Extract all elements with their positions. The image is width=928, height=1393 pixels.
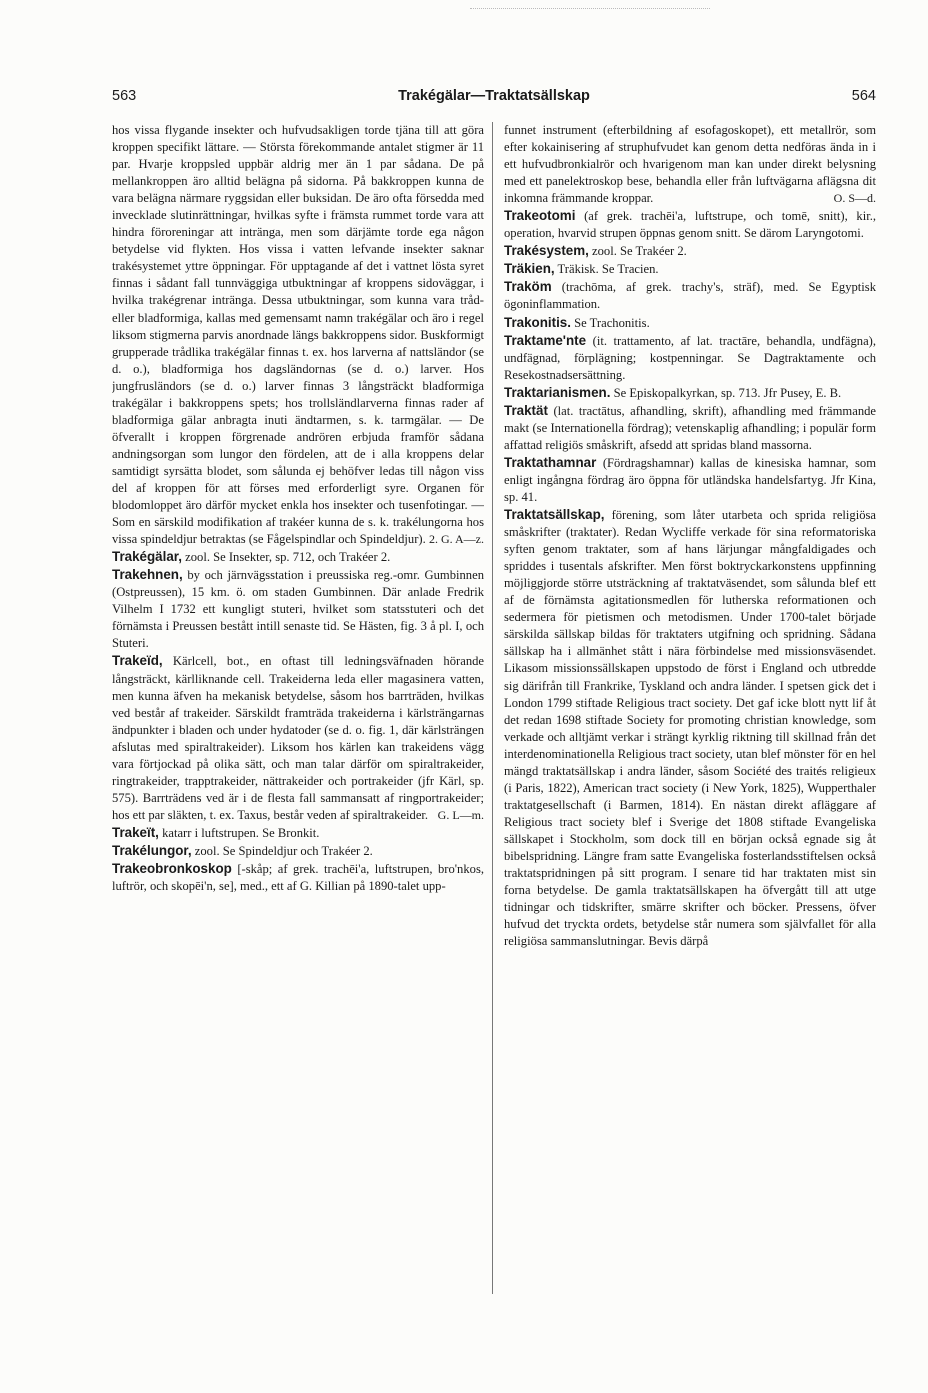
entry-trakien: Träkien, Träkisk. Se Tracien.: [504, 261, 659, 277]
page-number-right: 564: [851, 88, 876, 104]
headword: Trakésystem,: [504, 243, 589, 259]
entry-trakom: Traköm (trachōma, af grek. trachy's, sträf), med. Se Egyptisk ögoninflammation.: [504, 279, 876, 312]
entry-trakeotomi: Trakeotomi (af grek. trachēi'a, luftstrupe, och tomē, snitt), kir., operation, hvarvid strupen öppnas genom snitt. Se därom Laryngotomi.: [504, 208, 876, 241]
entry-traktatsallskap: Traktatsällskap, förening, som låter utarbeta och sprida religiösa småskrifter (traktater). Redan Wycliffe verkade för sina reformatoriska syften genom traktater, som af hans lärjungar mångfaldigades och spriddes i tusentals afskrifter. Men först boktryckarkonstens uppfinning möjliggjorde större utsträckning af traktatväsendet, som sålunda blef ett af de förnämsta agitationsmedlen för lutherska reformationen och sedermera för pietismen och metodismen. Under 1700-talet började särskilda sällskap bildas för traktaters utgifning och spridning. Sådana sällskap ha i allmänhet stått i nära förbindelse med missionsväsendet. Likasom missionssällskapen uppstodo de först i England och utbredde sig därifrån till Frankrike, Tyskland och andra länder. I spetsen gick det i London 1799 stiftade Religious tract society. Det gaf icke blott nytt lif åt det redan 1698 stiftade Society for promoting christian knowledge, som verkade och alltjämt verkar i strängt kyrklig riktning till skillnad från det interdenominationella Religious tract society, utan blef mönster för en hel mängd traktatsällskap i andra länder, såsom Société des traités religieux (i Paris, 1822), American tract society (i New York, 1825), Wupperthaler traktatgesellschaft (i Barmen, 1814). En nästan direkt afläggare af Religious tract society blef i Sverige det 1808 stiftade Evangeliska sällskapet i Stockholm, som dock till en början också egnade sig åt bibelspridning. Längre fram satte Evangeliska fosterlandsstiftelsen också traktatspridningen på sitt program. I senare tid har traktaten mist sin forna betydelse. De gamla traktatsällskapen ha öfvergått till att utge tidningar och tidskrifter, smärre skrifter och böcker. Pressens, öfver hufvud det tryckta ordets, betydelse står numera som självfallet för alla religiösa sammanslutningar. Bevis därpå: [504, 507, 876, 949]
headword: Trakeït,: [112, 824, 159, 840]
continued-paragraph: funnet instrument (efterbildning af esofagoskopet), ett metallrör, som efter kokainisering af struphufvudet kan genom detta nedföras ända in i ett hufvudbronkialrör och hvarigenom man kan under direkt belysning med ett panelektroskop bese, behandla eller från luftvägarna aflägsna dit inkomna främmande kroppar. O. S—d.: [504, 122, 876, 207]
author-signature: G. L—m.: [437, 807, 484, 822]
headword: Träkien,: [504, 261, 555, 277]
entry-trakeid: Trakeïd, Kärlcell, bot., en oftast till ledningsväfnaden hörande långsträckt, kärlliknande cell. Trakeiderna leda eller magasinera vatten, men kunna äfven ha mekanisk betydelse, såsom hos barrträden, hvilkas ved består af trakeider. Särskildt framträda trakeiderna i kärlsträngarnas ändpunkter i bladen och under hydatoder (se d. o. fig. 1, där kärlsträngen afslutas med spiraltrakeider). Liksom hos kärlen kan trakeidens vägg vara förtjockad på olika sätt, och man talar därför om spiraltrakeider, ringtrakeider, trapptrakeider, nättrakeider och portrakeider (jfr Kärl, sp. 575). Barrträdens ved är i de flesta fall sammansatt af ringportrakeider; hos ett par släkten, t. ex. Taxus, består veden af spiraltrakeider. G. L—m.: [112, 652, 484, 823]
headword: Traktät: [504, 402, 548, 418]
headword: Traktarianismen.: [504, 384, 611, 400]
entry-trakehnen: Trakehnen, by och järnvägsstation i preussiska reg.-omr. Gumbinnen (Ostpreussen), 15 km. ö. om staden Gumbinnen. Där anlade Fredrik Vilhelm I 1732 ett kungligt stuteri, hvilket som statsstuteri och det förnämsta i Preussen bestått intill senaste tid. Se Hästen, fig. 3 å pl. I, och Stuteri.: [112, 567, 484, 651]
page-header: [112, 88, 876, 108]
right-column: [504, 122, 876, 1307]
entry-trakelungor: Trakélungor, zool. Se Spindeldjur och Trakéer 2.: [112, 842, 373, 858]
headword: Trakélungor,: [112, 842, 192, 858]
headword: Traktathamnar: [504, 454, 597, 470]
author-signature: O. S—d.: [833, 191, 876, 206]
entry-trakeit: Trakeït, katarr i luftstrupen. Se Bronkit.: [112, 824, 320, 840]
column-divider: [492, 122, 493, 1294]
entry-trakonitis: Trakonitis. Se Trachonitis.: [504, 314, 650, 330]
scan-edge-mark: [470, 8, 710, 9]
headword: Trakehnen,: [112, 567, 183, 583]
running-head: Trakégälar—Traktatsällskap: [398, 88, 590, 104]
page-number-left: 563: [112, 88, 137, 104]
entry-traktarianismen: Traktarianismen. Se Episkopalkyrkan, sp. 713. Jfr Pusey, E. B.: [504, 384, 842, 400]
headword: Trakeobronkoskop: [112, 861, 232, 877]
entry-traktat: Traktät (lat. tractātus, afhandling, skrift), afhandling med främmande makt (se Internationella fördrag); vetenskaplig afhandling; i populär form affattad religiös småskrift, afsedd att spridas bland massorna.: [504, 402, 876, 452]
entry-trakegalar: Trakégälar, zool. Se Insekter, sp. 712, och Trakéer 2.: [112, 549, 391, 565]
entry-traktamente: Traktame'nte (it. trattamento, af lat. tractāre, behandla, undfägna), undfägnad, förplägning; kostpenningar. Se Dagtraktamente och Resekostnadsersättning.: [504, 332, 876, 382]
entry-traktathamnar: Traktathamnar (Fördragshamnar) kallas de kinesiska hamnar, som enligt ingångna fördrag äro öppna för utländska handelsfartyg. Jfr Kina, sp. 41.: [504, 454, 876, 504]
continued-paragraph: hos vissa flygande insekter och hufvudsakligen torde tjäna till att göra kroppen specifikt lättare. — Största förekommande antalet stigmer är 11 par. Hvarje kroppsled uppbär aldrig mer än 1 par sådana. De på mellankroppen äro alltid belägna på sidorna. På bakkroppen kunna de vara belägna närmare ryggsidan eller buksidan. De äro ofta försedda med invecklade slutinrättningar, hvilkas syfte i främsta rummet torde vara att hindra föroreningar att inträngа, men som därjämte torde ega någon betydelse vid flykten. Hos vissa i vatten lefvande insekter saknar trakésystemet yttre öppningar. För upptagande af det i vattnet lösta syret finnas i sådant fall tunnväggiga utbuktningar af kroppens sidoväggar, i hvilka trakégrenar inträngа. Dessa utbuktningar, som kunna vara tråd- eller bladformiga, kallas med gemensamt namn trakégälar och äro i regel liksom stigmerna parvis anordnade längs bakkroppens sidor. Buskformigt grupperade trådlika trakégälar finnas t. ex. hos larverna af nattsländor (se d. o.), bladformiga hos dagsländornas (se d. o.) larver. Hos jungfrusländors (se d. o.) larver finnas 3 långsträckt bladformiga trakégälar i bakkroppens spets; hos trollsländlarverna finnas rader af bladformiga gälar anbragta inuti ändtarmen, s. k. tarmgälar. — De öfverallt i kroppen förgrenade andrören erbjuda framför sådana andningsorgan som lungor den fördelen, att de i alla kroppens delar samtidigt syrsätta blodet, som sålunda ej behöfver ledas till någon viss del af kroppen för att förses med erforderligt syre. Organen för blodomloppet äro därför mycket enkla hos insekter och tusenfotingar. — Som en särskild modifikation af trakéer kunna de s. k. trakélungorna hos vissa spindeldjur betraktas (se Fågelspindlar och Spindeldjur). 2. G. A—z.: [112, 122, 484, 548]
headword: Trakégälar,: [112, 549, 182, 565]
headword: Traktatsällskap,: [504, 507, 605, 523]
left-column: [112, 122, 484, 1307]
entry-trakesystem: Trakésystem, zool. Se Trakéer 2.: [504, 243, 687, 259]
headword: Trakeotomi: [504, 208, 576, 224]
headword: Traktame'nte: [504, 332, 587, 348]
entry-trakeobronkoskop: Trakeobronkoskop [-skåp; af grek. trachēi'a, luftstrupen, bro'nkos, luftrör, och skopēi'n, se], med., ett af G. Killian på 1890-talet upp-: [112, 861, 484, 894]
headword: Trakeïd,: [112, 653, 163, 669]
headword: Trakonitis.: [504, 314, 571, 330]
headword: Traköm: [504, 279, 552, 295]
author-signature: 2. G. A—z.: [429, 532, 484, 547]
